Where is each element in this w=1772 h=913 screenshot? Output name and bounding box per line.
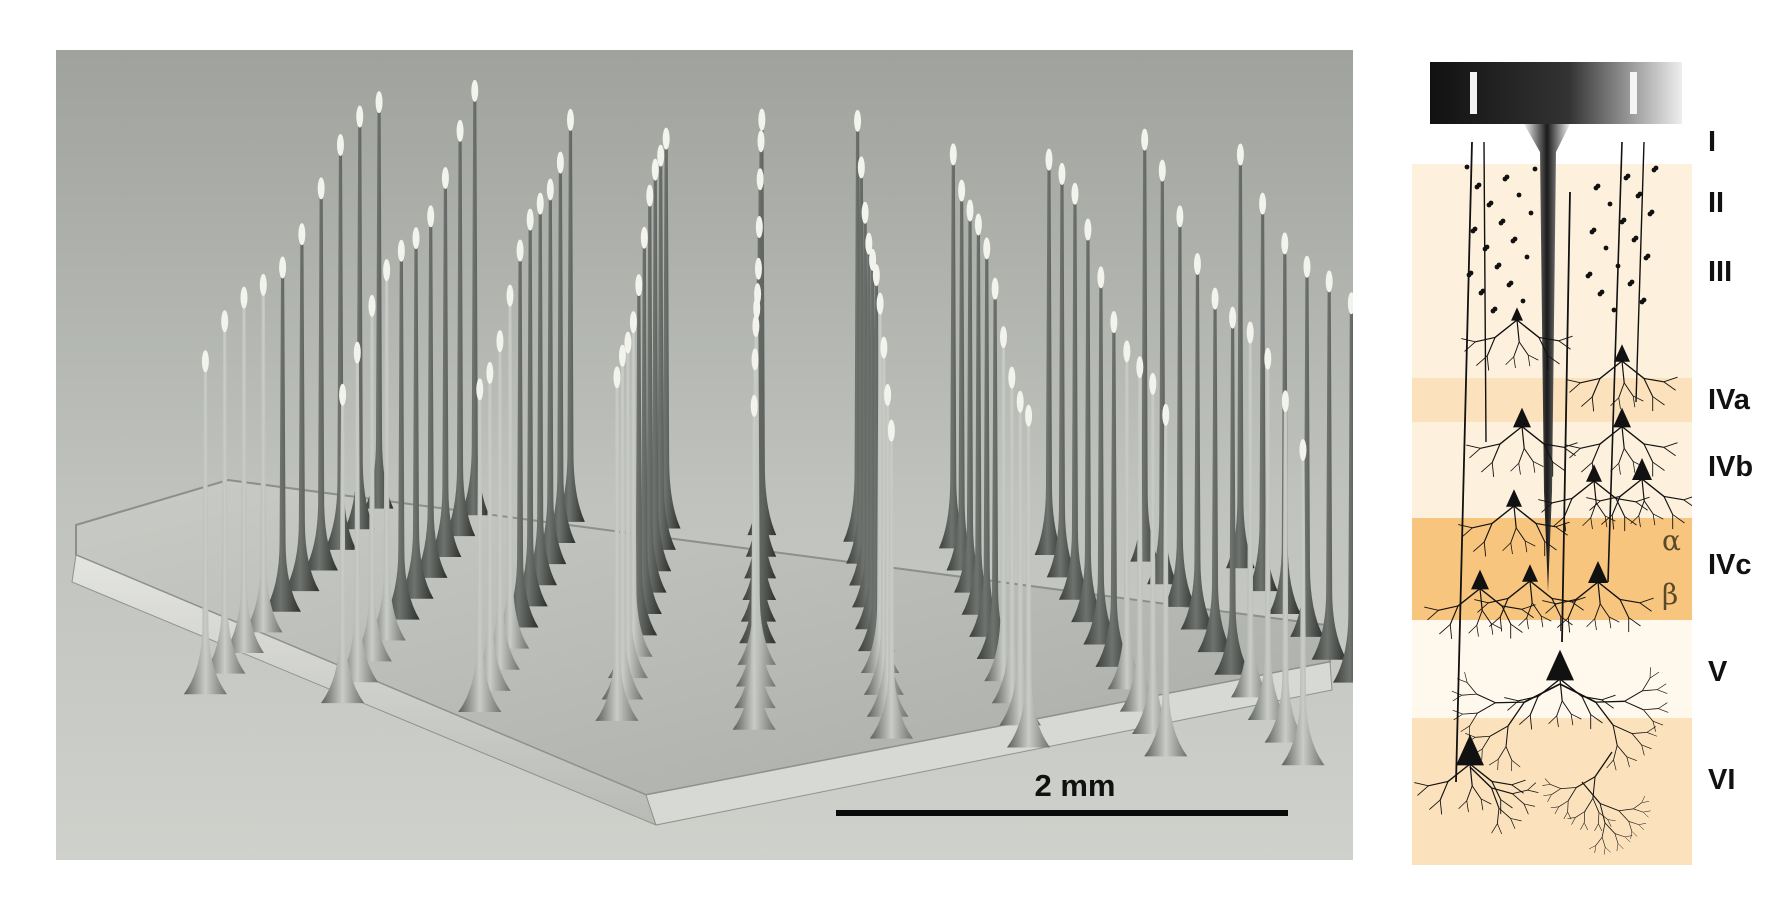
electrode-needle-tip [240,287,247,309]
electrode-needle-tip [547,178,554,200]
electrode-needle-tip [958,180,965,202]
electrode-needle-tip [413,227,420,249]
electrode-needle-tip [1162,404,1169,426]
cell-dot [1604,246,1609,251]
electrode-needle-tip [1045,149,1052,171]
cell-dot [1507,283,1512,288]
cell-dot [1465,165,1470,170]
electrode-needle-tip [279,256,286,278]
electrode-needle-tip [260,274,267,296]
electrode-needle-tip [486,362,493,384]
scale-bar-label: 2 mm [1034,768,1116,803]
electrode-needle-tip [517,240,524,262]
electrode-needle-tip [1281,232,1288,254]
electrode-needle-tip [1123,340,1130,362]
electrode-needle-tip [1110,311,1117,333]
cell-dot [1521,299,1526,304]
cell-dot [1586,274,1591,279]
electrode-needle-tip [1264,348,1271,370]
cell-dot [1640,300,1645,305]
electrode-needle-tip [888,420,895,442]
cap-mark-left [1470,72,1477,114]
cell-dot [1487,203,1492,208]
electrode-needle-tip [1326,270,1333,292]
electrode-needle-tip [398,240,405,262]
electrode-needle-tip [1071,183,1078,205]
electrode-needle-tip [1176,205,1183,227]
electrode-array-photo [56,50,1353,860]
layer-label-IVa: IVa [1708,384,1750,416]
electrode-needle-tip [1237,144,1244,166]
electrode-needle-tip [641,227,648,249]
cell-dot [1652,168,1657,173]
electrode-needle-tip [646,185,653,207]
electrode-array-graphic [56,50,1353,860]
electrode-needle-tip [337,134,344,156]
cell-dot [1495,265,1500,270]
electrode-needle-tip [1299,439,1306,461]
electrode-needle-tip [427,205,434,227]
cell-dot [1499,221,1504,226]
electrode-needle-tip [755,258,762,280]
cell-dot [1525,255,1530,260]
electrode-needle-tip [1097,266,1104,288]
cell-dot [1616,264,1621,269]
cell-dot [1598,292,1603,297]
electrode-needle-tip [873,264,880,286]
cell-dot [1511,239,1516,244]
electrode-needle-tip [318,177,325,199]
electrode-needle-tip [858,156,865,178]
electrode-needle-tip [758,109,765,131]
cell-dot [1491,309,1496,314]
electrode-needle-tip [537,193,544,215]
electrode-needle-tip [950,143,957,165]
electrode-needle-tip [1058,163,1065,185]
cell-dot [1467,273,1472,278]
electrode-needle-tip [613,366,620,388]
cell-dot [1503,177,1508,182]
electrode-needle-tip [527,209,534,231]
electrode-needle-tip [1159,160,1166,182]
electrode-needle-tip [1303,256,1310,278]
electrode-needle-tip [983,237,990,259]
cell-dot [1471,229,1476,234]
layer-label-VI: VI [1708,764,1736,796]
electrode-needle-tip [758,130,765,152]
electrode-needle-tip [1017,391,1024,413]
electrode-needle-tip [356,106,363,128]
electrode-needle-tip [757,168,764,190]
electrode-needle-tip [339,384,346,406]
cell-dot [1475,185,1480,190]
electrode-needle-tip [752,348,759,370]
electrode-needle-tip [1084,219,1091,241]
electrode-needle-tip [1194,253,1201,275]
layer-label-IVc: IVc [1708,549,1752,581]
cell-dot [1479,291,1484,296]
electrode-needle-tip [442,167,449,189]
layer-label-III: III [1708,256,1733,288]
electrode-needle-tip [1247,322,1254,344]
cell-dot [1648,212,1653,217]
electrode-needle-tip [471,80,478,102]
electrode-needle-tip [862,202,869,224]
electrode-needle-tip [354,342,361,364]
electrode-needle-tip [975,214,982,236]
cell-dot [1632,238,1637,243]
electrode-needle-tip [368,295,375,317]
electrode-needle-tip [884,384,891,406]
electrode-needle-tip [457,120,464,142]
electrode-needle-tip [635,274,642,296]
layer-band-VI [1412,718,1692,865]
electrode-needle-tip [383,259,390,281]
cell-dot [1636,194,1641,199]
electrode-needle-tip [1212,288,1219,310]
cap-mark-right [1630,72,1637,114]
electrode-needle-tip [619,345,626,367]
electrode-needle-tip [630,311,637,333]
electrode-needle-tip [476,378,483,400]
layer-label-IVb: IVb [1708,451,1754,483]
electrode-needle-tip [992,278,999,300]
electrode-needle-tip [1008,367,1015,389]
cell-dot [1608,202,1613,207]
electrode-needle-tip [1149,373,1156,395]
cell-dot [1594,186,1599,191]
electrode-needle-tip [376,91,383,113]
cell-dot [1624,176,1629,181]
electrode-needle-tip [751,395,758,417]
cell-dot [1590,230,1595,235]
cell-dot [1612,308,1617,313]
cell-dot [1533,167,1538,172]
cell-dot [1529,211,1534,216]
electrode-needle-tip [507,285,514,307]
electrode-needle-tip [663,128,670,150]
electrode-needle-tip [221,310,228,332]
cell-dot [1628,282,1633,287]
electrode-needle-tip [1259,193,1266,215]
electrode-needle-tip [967,200,974,222]
cell-dot [1620,220,1625,225]
electrode-needle-tip [557,152,564,174]
electrode-needle-tip [496,330,503,352]
electrode-needle-tip [756,216,763,238]
electrode-needle-tip [657,145,664,167]
electrode-needle-tip [1229,307,1236,329]
electrode-needle-tip [854,110,861,132]
layer-label-I: I [1708,126,1717,158]
electrode-needle-tip [202,350,209,372]
electrode-needle-tip [752,315,759,337]
electrode-needle-tip [652,159,659,181]
cell-dot [1517,193,1522,198]
layer-band-IVc [1412,518,1692,620]
cell-dot [1644,256,1649,261]
sublayer-alpha: α [1662,524,1681,557]
electrode-needle-tip [877,293,884,315]
electrode-needle-tip [298,223,305,245]
neuron-process [1596,701,1625,702]
cell-dot [1483,247,1488,252]
electrode-needle-tip [567,109,574,131]
electrode-needle-tip [1000,326,1007,348]
electrode-needle-tip [1141,129,1148,151]
cortex-graphic [1412,62,1692,865]
electrode-needle-tip [880,337,887,359]
electrode-needle-tip [1136,356,1143,378]
neuron-process [1496,702,1525,703]
electrode-cap [1430,62,1682,124]
cortex-layer-diagram [1412,62,1692,865]
layer-label-V: V [1708,656,1728,688]
electrode-needle-tip [1282,390,1289,412]
layer-label-II: II [1708,187,1725,219]
sublayer-beta: β [1662,578,1679,611]
electrode-needle-tip [1025,405,1032,427]
